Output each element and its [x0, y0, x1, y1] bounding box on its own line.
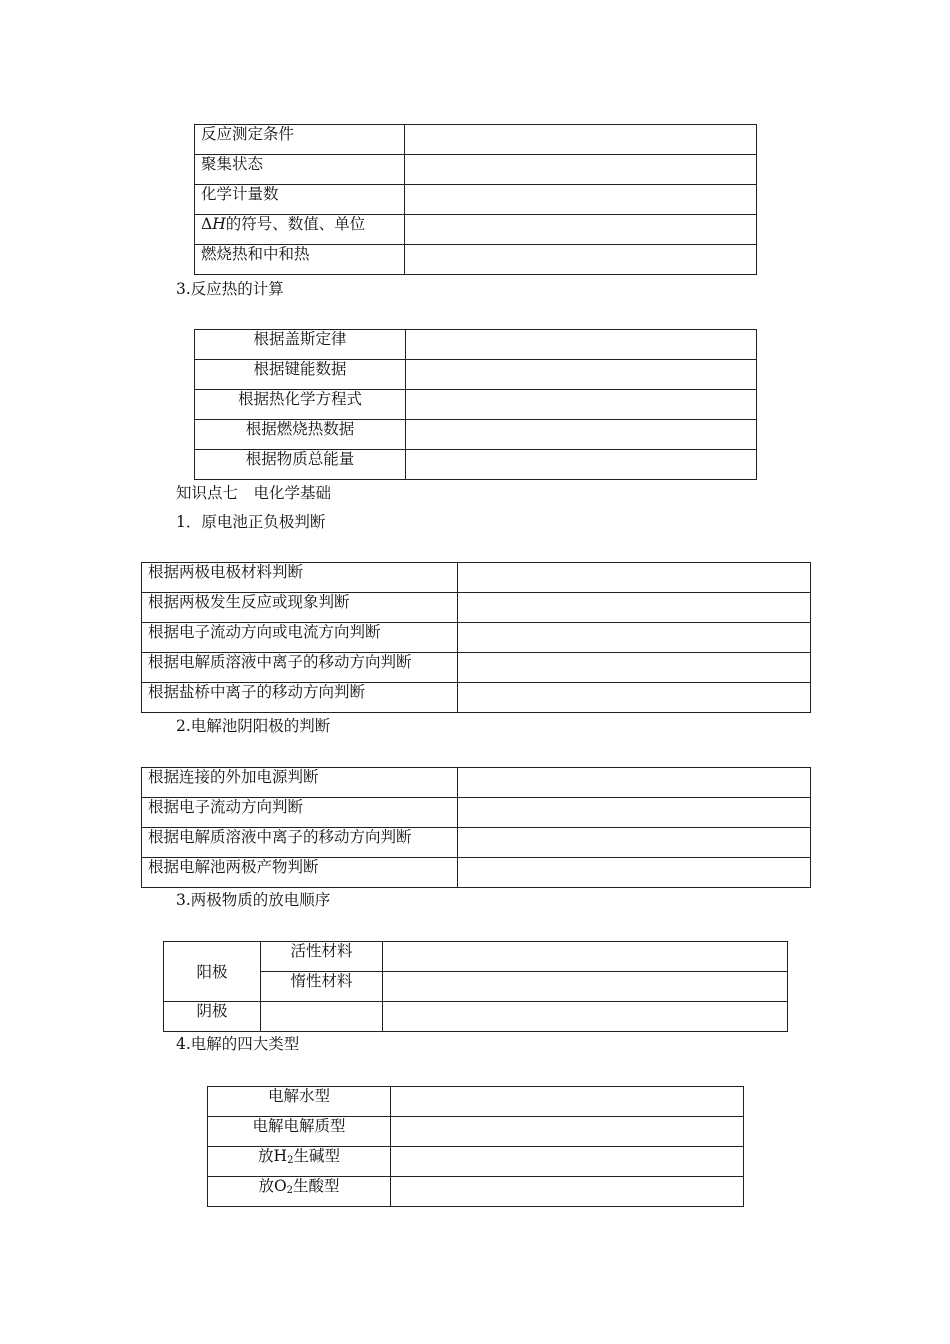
answer-cell[interactable] — [458, 563, 811, 593]
row-label: 根据热化学方程式 — [195, 390, 406, 420]
row-label: 根据电解质溶液中离子的移动方向判断 — [142, 653, 458, 683]
table-row — [208, 1087, 744, 1117]
table-row — [195, 185, 757, 215]
answer-cell[interactable] — [405, 215, 757, 245]
answer-cell[interactable] — [391, 1147, 744, 1177]
table-row — [195, 420, 757, 450]
row-label: 根据盖斯定律 — [195, 330, 406, 360]
row-label — [208, 1147, 391, 1177]
answer-cell[interactable] — [458, 768, 811, 798]
answer-cell[interactable] — [391, 1117, 744, 1147]
answer-cell[interactable] — [406, 420, 757, 450]
row-label: 根据两极发生反应或现象判断 — [142, 593, 458, 623]
discharge-order-table — [163, 941, 788, 1032]
section-heading: 3.两极物质的放电顺序 — [176, 891, 331, 909]
table-row — [208, 1147, 744, 1177]
section-heading: 4.电解的四大类型 — [176, 1035, 300, 1053]
answer-cell[interactable] — [406, 360, 757, 390]
answer-cell[interactable] — [405, 155, 757, 185]
table-row — [195, 450, 757, 480]
row-label: 化学计量数 — [195, 185, 405, 215]
subscript: 2 — [286, 1185, 294, 1196]
row-label: 聚集状态 — [195, 155, 405, 185]
row-label-text: 的符号、数值、单位 — [225, 215, 366, 233]
answer-cell[interactable] — [406, 330, 757, 360]
row-label: 根据物质总能量 — [195, 450, 406, 480]
row-label: 根据电子流动方向判断 — [142, 798, 458, 828]
row-label: 根据电子流动方向或电流方向判断 — [142, 623, 458, 653]
table-row — [142, 683, 811, 713]
row-label: 根据键能数据 — [195, 360, 406, 390]
anode-label: 阳极 — [164, 942, 261, 1002]
table-row — [142, 858, 811, 888]
row-label-prefix: 放O — [258, 1177, 287, 1195]
table-row — [142, 593, 811, 623]
row-label — [208, 1177, 391, 1207]
answer-cell[interactable] — [405, 125, 757, 155]
table-row — [195, 245, 757, 275]
galvanic-cell-table — [141, 562, 811, 713]
table-row — [208, 1177, 744, 1207]
electrolytic-cell-table — [141, 767, 811, 888]
row-label: 根据盐桥中离子的移动方向判断 — [142, 683, 458, 713]
inert-material-label: 惰性材料 — [261, 972, 383, 1002]
answer-cell[interactable] — [458, 653, 811, 683]
cathode-label: 阴极 — [164, 1002, 261, 1032]
table-row — [195, 155, 757, 185]
delta-symbol: Δ — [201, 215, 213, 233]
blank-cell[interactable] — [261, 1002, 383, 1032]
subscript: 2 — [287, 1155, 294, 1166]
row-label: 反应测定条件 — [195, 125, 405, 155]
answer-cell[interactable] — [458, 623, 811, 653]
table-row — [142, 653, 811, 683]
reaction-heat-table — [194, 124, 757, 275]
row-label: 根据连接的外加电源判断 — [142, 768, 458, 798]
answer-cell[interactable] — [391, 1177, 744, 1207]
table-row — [164, 1002, 788, 1032]
knowledge-point-title: 知识点七 电化学基础 — [176, 484, 332, 502]
heat-calculation-table — [194, 329, 757, 480]
row-label: 燃烧热和中和热 — [195, 245, 405, 275]
table-row — [142, 828, 811, 858]
table-row — [208, 1117, 744, 1147]
answer-cell[interactable] — [383, 1002, 788, 1032]
electrolysis-types-table — [207, 1086, 744, 1207]
table-row — [195, 390, 757, 420]
table-row — [142, 768, 811, 798]
answer-cell[interactable] — [406, 390, 757, 420]
row-label: 电解水型 — [208, 1087, 391, 1117]
section-heading: 2.电解池阴阳极的判断 — [176, 717, 331, 735]
table-row — [142, 623, 811, 653]
answer-cell[interactable] — [383, 972, 788, 1002]
table-row — [195, 360, 757, 390]
enthalpy-symbol: H — [212, 215, 226, 233]
table-row — [142, 563, 811, 593]
row-label: 根据电解质溶液中离子的移动方向判断 — [142, 828, 458, 858]
row-label-prefix: 放H — [258, 1147, 288, 1165]
answer-cell[interactable] — [405, 245, 757, 275]
active-material-label: 活性材料 — [261, 942, 383, 972]
row-label: 根据电解池两极产物判断 — [142, 858, 458, 888]
row-label-suffix: 生碱型 — [293, 1147, 340, 1165]
row-label: 电解电解质型 — [208, 1117, 391, 1147]
answer-cell[interactable] — [406, 450, 757, 480]
row-label — [195, 215, 405, 245]
answer-cell[interactable] — [458, 828, 811, 858]
section-heading: 3.反应热的计算 — [176, 280, 284, 298]
row-label-suffix: 生酸型 — [293, 1177, 340, 1195]
answer-cell[interactable] — [391, 1087, 744, 1117]
row-label: 根据两极电极材料判断 — [142, 563, 458, 593]
answer-cell[interactable] — [458, 798, 811, 828]
section-heading: 1．原电池正负极判断 — [176, 513, 326, 531]
answer-cell[interactable] — [458, 593, 811, 623]
table-row — [164, 942, 788, 972]
answer-cell[interactable] — [383, 942, 788, 972]
table-row — [142, 798, 811, 828]
table-row — [195, 125, 757, 155]
answer-cell[interactable] — [458, 858, 811, 888]
answer-cell[interactable] — [458, 683, 811, 713]
table-row — [195, 215, 757, 245]
answer-cell[interactable] — [405, 185, 757, 215]
row-label: 根据燃烧热数据 — [195, 420, 406, 450]
table-row — [195, 330, 757, 360]
